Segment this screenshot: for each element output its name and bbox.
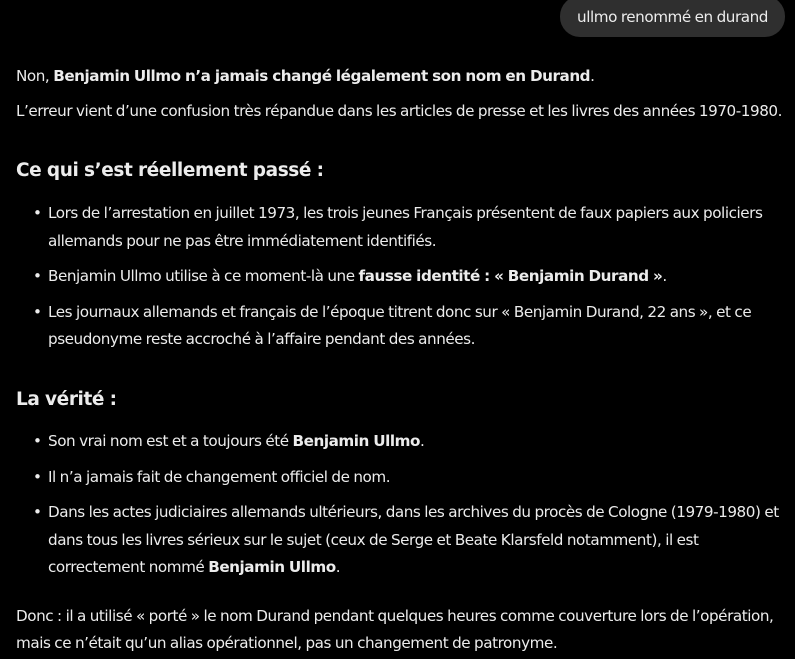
intro-paragraph-2: L’erreur vient d’une confusion très répandue dans les articles de presse et les livres des années 1970-1980. [16,102,783,120]
intro-suffix: . [590,67,595,85]
bullet-icon: • [33,204,42,222]
bullet-icon: • [33,267,42,285]
conclusion-line: mais ce n’était qu’un alias opérationnel, pas un changement de patronyme. [16,634,558,652]
truth-list [16,428,788,582]
list-item-line: Dans les actes judiciaires allemands ultérieurs, dans les archives du procès de Cologne (1979-1980) et [48,503,779,521]
list-item [16,263,788,291]
list-item-bold: Benjamin Ullmo [292,432,421,450]
list-item [16,200,788,255]
list-item [16,464,788,492]
intro-bold: Benjamin Ullmo n’a jamais changé légalement son nom en Durand [53,67,591,85]
bullet-icon: • [33,432,42,450]
user-message-text: ullmo renommé en durand [577,7,768,26]
list-item-suffix: . [420,432,425,450]
list-item [16,299,788,354]
list-item-line: Les journaux allemands et français de l’époque titrent donc sur « Benjamin Durand, 22 ans », et ce [48,302,752,321]
section-heading-truth: La vérité : [16,389,117,410]
list-item-prefix: Benjamin Ullmo utilise à ce moment-là une [48,267,359,285]
list-item-suffix: . [662,267,667,285]
conclusion-paragraph [16,603,773,657]
conclusion-line: Donc : il a utilisé « porté » le nom Durand pendant quelques heures comme couverture lors de l’opération, [16,607,774,625]
list-item [16,428,788,456]
user-message-bubble [560,0,785,37]
list-item-line: Lors de l’arrestation en juillet 1973, les trois jeunes Français présentent de faux papiers aux policiers [48,204,763,222]
intro-prefix: Non, [16,67,54,85]
list-item-line: dans tous les livres sérieux sur le sujet (ceux de Serge et Beate Klarsfeld notamment), il est [48,530,699,549]
bullet-icon: • [33,467,42,486]
list-item [16,499,788,582]
section-heading-what-happened: Ce qui s’est réellement passé : [16,160,324,181]
bullet-icon: • [33,503,42,521]
bullet-icon: • [33,302,42,321]
list-item-suffix: . [335,558,341,576]
list-item-line: allemands pour ne pas être immédiatement identifiés. [48,231,437,250]
intro-paragraph [16,63,595,90]
list-item-bold: Benjamin Ullmo [208,558,336,576]
list-item-prefix: correctement nommé [48,558,209,576]
what-happened-list [16,200,788,354]
list-item-bold: fausse identité : « Benjamin Durand » [358,267,663,285]
list-item-line: pseudonyme reste accroché à l’affaire pendant des années. [48,330,476,348]
list-item-text: Il n’a jamais fait de changement officiel de nom. [48,467,391,486]
list-item-prefix: Son vrai nom est et a toujours été [48,432,293,450]
